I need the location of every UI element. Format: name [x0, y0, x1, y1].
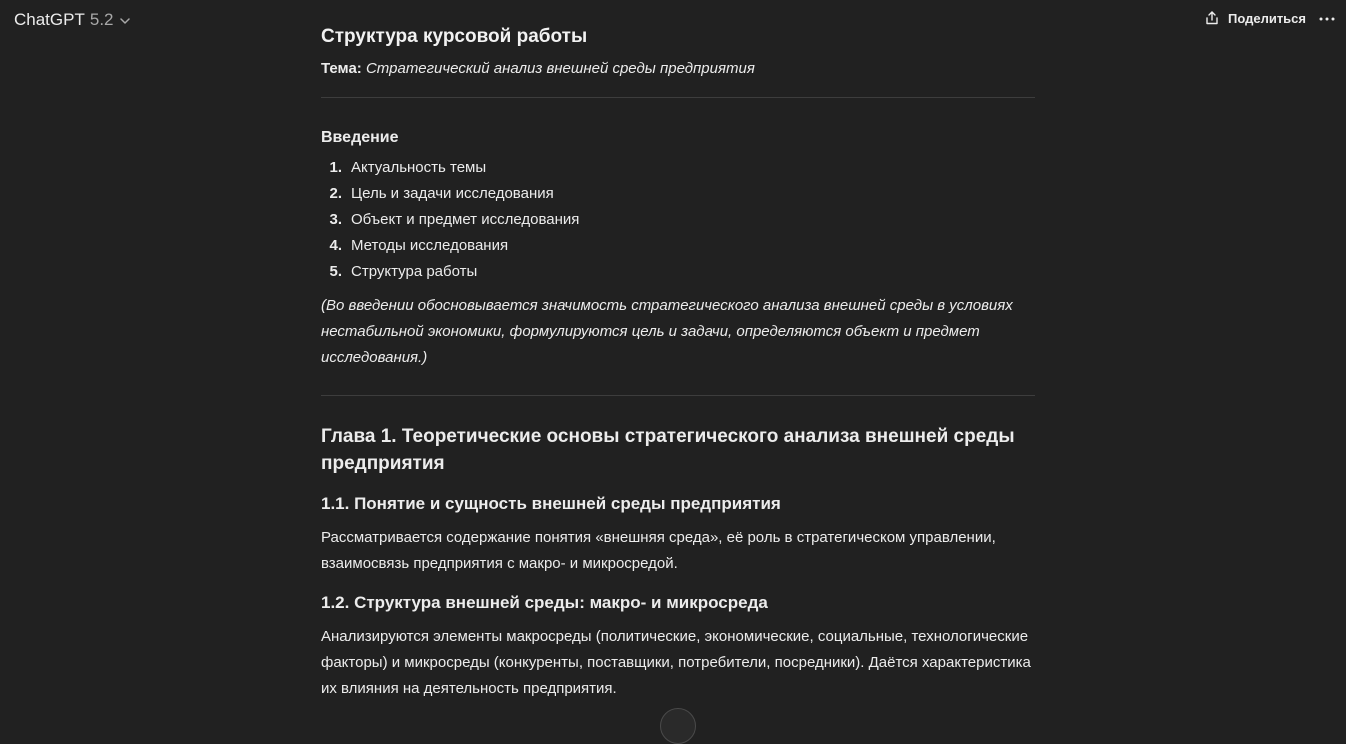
share-label: Поделиться	[1227, 10, 1306, 26]
section-1-1-heading: 1.1. Понятие и сущность внешней среды предприятия	[321, 494, 781, 513]
introduction-heading: Введение	[321, 129, 399, 146]
model-selector[interactable]	[14, 10, 131, 30]
chevron-down-icon	[119, 15, 131, 27]
topic-line	[321, 59, 1035, 79]
model-version: 5.2	[89, 10, 114, 29]
topic-value: Стратегический анализ внешней среды предприятия	[365, 60, 755, 77]
introduction-block	[321, 127, 1035, 371]
list-item	[321, 155, 1035, 181]
app-name: ChatGPT	[14, 10, 85, 29]
chapter-1-block	[321, 423, 1035, 702]
list-item-text: Объект и предмет исследования	[351, 211, 580, 228]
document-title: Структура курсовой работы	[321, 26, 588, 47]
message-content	[321, 24, 1035, 702]
section-1-1-text: Рассматривается содержание понятия «внешняя среда», её роль в стратегическом управлении, взаимосвязь предприятия с макро- и микросредой.	[321, 529, 996, 572]
list-item-text: Структура работы	[351, 263, 478, 280]
list-item-text: Актуальность темы	[351, 159, 487, 176]
share-icon	[1204, 10, 1220, 26]
list-item	[321, 259, 1035, 285]
list-item	[321, 181, 1035, 207]
divider	[321, 395, 1035, 396]
section-1-2-heading: 1.2. Структура внешней среды: макро- и микросреда	[321, 593, 768, 612]
topic-label: Тема:	[321, 60, 362, 77]
list-item-number: 5.	[329, 263, 342, 280]
list-item	[321, 207, 1035, 233]
divider	[321, 97, 1035, 98]
more-icon	[1319, 16, 1335, 22]
list-item-number: 3.	[329, 211, 342, 228]
section-1-2-text: Анализируются элементы макросреды (политические, экономические, социальные, технологические факторы) и микросреды (конкуренты, поставщики, потребители, посредники). Даётся характеристика их влияния на деятельность предприятия.	[321, 628, 1031, 697]
list-item-number: 1.	[329, 159, 342, 176]
list-item-number: 4.	[329, 237, 342, 254]
list-item	[321, 233, 1035, 259]
list-item-text: Методы исследования	[351, 237, 509, 254]
introduction-note: (Во введении обосновывается значимость стратегического анализа внешней среды в условиях нестабильной экономики, формулируются цель и задачи, определяются объект и предмет исследования.)	[321, 297, 1013, 366]
introduction-list	[321, 155, 1035, 285]
share-button[interactable]	[1204, 10, 1306, 26]
scroll-down-button[interactable]	[660, 708, 696, 744]
list-item-number: 2.	[329, 185, 342, 202]
chapter-1-heading: Глава 1. Теоретические основы стратегического анализа внешней среды предприятия	[321, 426, 1015, 474]
more-options-button[interactable]	[1314, 6, 1340, 32]
list-item-text: Цель и задачи исследования	[351, 185, 554, 202]
